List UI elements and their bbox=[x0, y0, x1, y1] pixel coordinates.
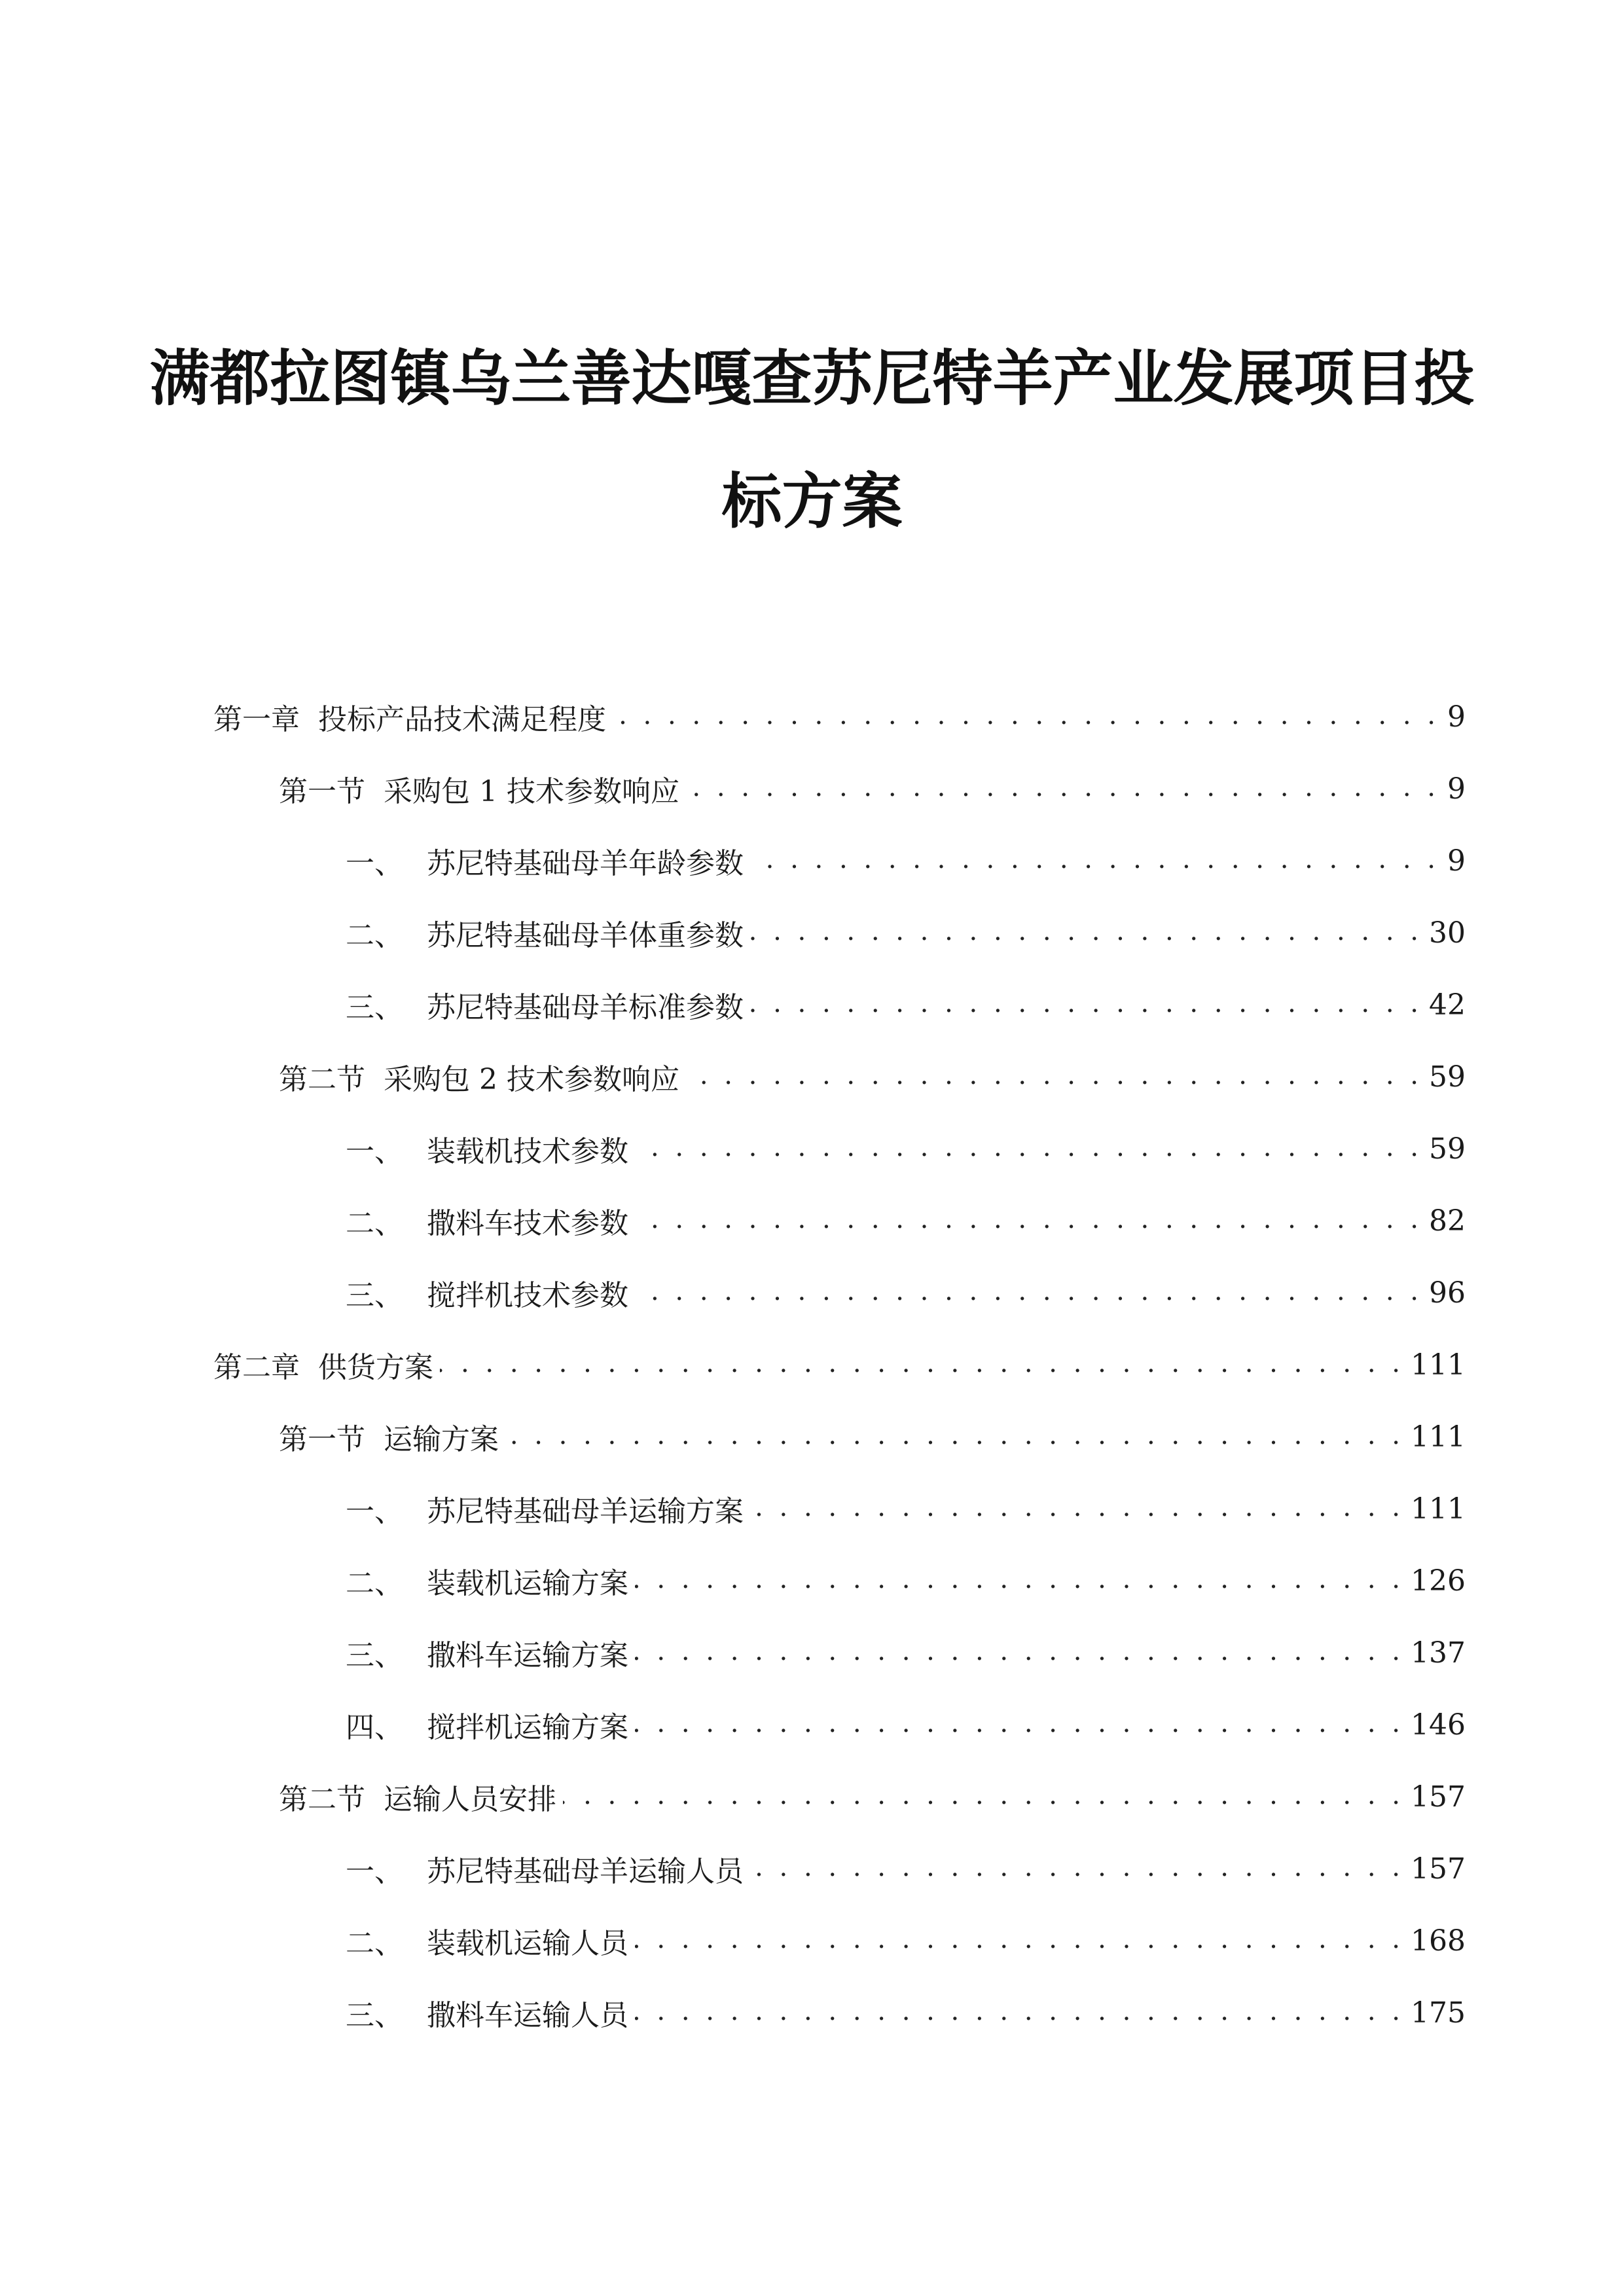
toc-entry-text: 苏尼特基础母羊体重参数 bbox=[427, 919, 744, 952]
toc-entry-text: 装载机技术参数 bbox=[427, 1135, 628, 1168]
toc-dot-leader bbox=[686, 1062, 1422, 1091]
toc-entry[interactable] bbox=[279, 1774, 1466, 1820]
toc-entry[interactable] bbox=[346, 1198, 1466, 1244]
toc-entry-text: 苏尼特基础母羊年龄参数 bbox=[427, 847, 744, 880]
toc-entry-number: 第二节 bbox=[279, 1063, 365, 1096]
toc-entry-text: 供货方案 bbox=[318, 1351, 433, 1384]
toc-entry-text: 装载机运输方案 bbox=[427, 1567, 628, 1600]
toc-entry-page: 42 bbox=[1429, 988, 1466, 1022]
toc-entry-number: 第一节 bbox=[279, 775, 365, 808]
toc-entry-page: 111 bbox=[1411, 1420, 1466, 1454]
toc-dot-leader bbox=[635, 1206, 1422, 1235]
toc-entry-number: 第一节 bbox=[279, 1423, 365, 1456]
toc-entry-text: 运输人员安排 bbox=[384, 1783, 556, 1816]
toc-entry-page: 157 bbox=[1411, 1852, 1466, 1886]
toc-entry[interactable] bbox=[346, 1846, 1466, 1892]
toc-entry-number: 一、 bbox=[346, 1495, 403, 1528]
toc-entry-page: 126 bbox=[1411, 1564, 1466, 1598]
toc-entry[interactable] bbox=[346, 1918, 1466, 1964]
toc-entry-page: 59 bbox=[1429, 1060, 1466, 1094]
toc-entry-number: 第一章 bbox=[213, 703, 300, 736]
toc-entry-text: 采购包 2 技术参数响应 bbox=[384, 1063, 679, 1096]
toc-dot-leader bbox=[750, 990, 1422, 1019]
toc-entry[interactable] bbox=[346, 1270, 1466, 1316]
toc-dot-leader bbox=[750, 1494, 1404, 1523]
toc-dot-leader bbox=[613, 702, 1439, 731]
toc-entry-number: 三、 bbox=[346, 1999, 403, 2032]
toc-entry-page: 9 bbox=[1447, 772, 1466, 806]
toc-entry[interactable] bbox=[346, 1126, 1466, 1172]
toc-dot-leader bbox=[635, 1278, 1422, 1307]
toc-entry[interactable] bbox=[346, 910, 1466, 956]
toc-entry-page: 96 bbox=[1429, 1276, 1466, 1310]
toc-entry-page: 9 bbox=[1447, 844, 1466, 878]
toc-dot-leader bbox=[440, 1350, 1404, 1379]
toc-entry[interactable] bbox=[346, 1486, 1466, 1532]
toc-entry-text: 运输方案 bbox=[384, 1423, 499, 1456]
toc-entry-page: 175 bbox=[1411, 1996, 1466, 2030]
toc-entry-page: 168 bbox=[1411, 1924, 1466, 1958]
toc-entry-text: 撒料车运输方案 bbox=[427, 1639, 628, 1672]
toc-dot-leader bbox=[750, 918, 1422, 947]
toc-entry[interactable] bbox=[346, 1630, 1466, 1676]
toc-entry-page: 146 bbox=[1411, 1708, 1466, 1742]
toc-entry-number: 一、 bbox=[346, 1135, 403, 1168]
toc-entry[interactable] bbox=[346, 1990, 1466, 2036]
toc-entry-number: 第二节 bbox=[279, 1783, 365, 1816]
toc-entry-text: 搅拌机运输方案 bbox=[427, 1711, 628, 1744]
toc-entry[interactable] bbox=[279, 766, 1466, 812]
toc-dot-leader bbox=[635, 1710, 1404, 1739]
toc-entry[interactable] bbox=[213, 694, 1466, 740]
document-title-line2: 标方案 bbox=[721, 467, 903, 537]
toc-entry-number: 二、 bbox=[346, 1207, 403, 1240]
toc-dot-leader bbox=[635, 1638, 1404, 1667]
toc-entry-text: 投标产品技术满足程度 bbox=[318, 703, 606, 736]
toc-entry-number: 二、 bbox=[346, 1567, 403, 1600]
toc-entry-text: 采购包 1 技术参数响应 bbox=[384, 775, 679, 808]
toc-entry[interactable] bbox=[346, 838, 1466, 884]
toc-entry-page: 157 bbox=[1411, 1780, 1466, 1814]
toc-entry-number: 第二章 bbox=[213, 1351, 300, 1384]
toc-entry-page: 137 bbox=[1411, 1636, 1466, 1670]
toc-entry-number: 二、 bbox=[346, 1927, 403, 1960]
toc-entry-text: 苏尼特基础母羊标准参数 bbox=[427, 991, 744, 1024]
toc-entry[interactable] bbox=[346, 1702, 1466, 1748]
toc-entry-text: 撒料车技术参数 bbox=[427, 1207, 628, 1240]
toc-entry[interactable] bbox=[279, 1414, 1466, 1460]
toc-entry-number: 三、 bbox=[346, 991, 403, 1024]
toc-entry-page: 59 bbox=[1429, 1132, 1466, 1166]
toc-dot-leader bbox=[563, 1782, 1404, 1811]
toc-entry[interactable] bbox=[279, 1054, 1466, 1100]
toc-entry-text: 装载机运输人员 bbox=[427, 1927, 628, 1960]
toc-entry-page: 82 bbox=[1429, 1204, 1466, 1238]
toc-dot-leader bbox=[635, 1926, 1404, 1955]
toc-dot-leader bbox=[635, 1998, 1404, 2027]
toc-dot-leader bbox=[750, 1854, 1404, 1883]
toc-entry-number: 一、 bbox=[346, 847, 403, 880]
toc-entry-number: 二、 bbox=[346, 919, 403, 952]
toc-entry-page: 111 bbox=[1411, 1348, 1466, 1382]
toc-entry-text: 搅拌机技术参数 bbox=[427, 1279, 628, 1312]
document-title-line1: 满都拉图镇乌兰善达嘎查苏尼特羊产业发展项目投 bbox=[149, 344, 1475, 414]
toc-entry[interactable] bbox=[346, 982, 1466, 1028]
toc-entry-text: 苏尼特基础母羊运输人员 bbox=[427, 1855, 744, 1888]
toc-dot-leader bbox=[686, 774, 1439, 803]
toc-entry[interactable] bbox=[213, 1342, 1466, 1388]
toc-dot-leader bbox=[635, 1566, 1404, 1595]
toc-entry-number: 一、 bbox=[346, 1855, 403, 1888]
toc-dot-leader bbox=[505, 1422, 1404, 1451]
toc-dot-leader bbox=[635, 1134, 1422, 1163]
toc-entry-text: 苏尼特基础母羊运输方案 bbox=[427, 1495, 744, 1528]
toc-entry-page: 30 bbox=[1429, 916, 1466, 950]
toc-entry-page: 9 bbox=[1447, 700, 1466, 734]
toc-entry-text: 撒料车运输人员 bbox=[427, 1999, 628, 2032]
toc-entry-number: 三、 bbox=[346, 1639, 403, 1672]
toc-entry-page: 111 bbox=[1411, 1492, 1466, 1526]
toc-dot-leader bbox=[750, 846, 1439, 875]
toc-entry-number: 四、 bbox=[346, 1711, 403, 1744]
toc-entry-number: 三、 bbox=[346, 1279, 403, 1312]
toc-entry[interactable] bbox=[346, 1558, 1466, 1604]
